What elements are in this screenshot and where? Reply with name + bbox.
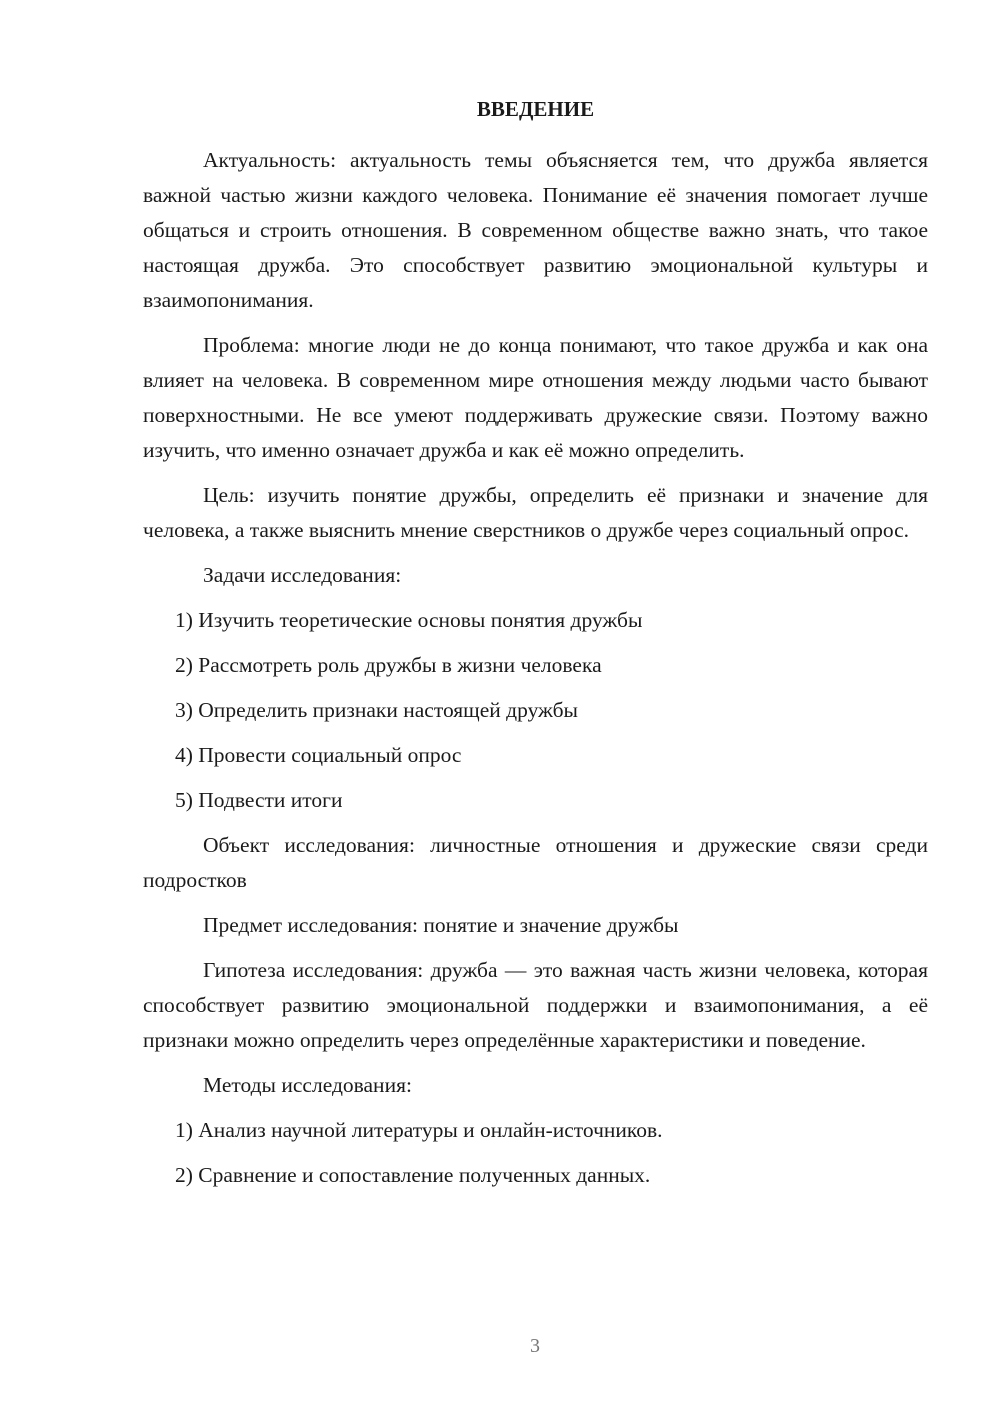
methods-list [143, 1113, 928, 1193]
goal-paragraph: Цель: изучить понятие дружбы, определить её признаки и значение для человека, а также выяснить мнение сверстников о дружбе через социальный опрос. [143, 483, 928, 542]
problem-paragraph: Проблема: многие люди не до конца понимают, что такое дружба и как она влияет на человека. В современном мире отношения между людьми часто бывают поверхностными. Не все умеют поддерживать дружеские связи. Поэтому важно изучить, что именно означает дружба и как её можно определить. [143, 333, 928, 462]
page-number: 3 [530, 1335, 540, 1357]
section-title: ВВЕДЕНИЕ [476, 97, 595, 121]
list-item: 1) Анализ научной литературы и онлайн-источников. [175, 1118, 663, 1142]
methods-heading: Методы исследования: [203, 1073, 412, 1097]
list-item: 3) Определить признаки настоящей дружбы [175, 698, 578, 722]
list-item: 2) Рассмотреть роль дружбы в жизни человека [175, 653, 602, 677]
tasks-list [143, 603, 928, 818]
list-item: 2) Сравнение и сопоставление полученных данных. [175, 1163, 651, 1187]
object-paragraph: Объект исследования: личностные отношения и дружеские связи среди подростков [143, 833, 928, 892]
subject-paragraph: Предмет исследования: понятие и значение дружбы [203, 913, 679, 937]
list-item: 5) Подвести итоги [175, 788, 343, 812]
document-page [143, 94, 928, 1203]
tasks-heading: Задачи исследования: [203, 563, 402, 587]
list-item: 1) Изучить теоретические основы понятия дружбы [175, 608, 643, 632]
hypothesis-paragraph: Гипотеза исследования: дружба — это важная часть жизни человека, которая способствует развитию эмоциональной поддержки и взаимопонимания, а её признаки можно определить через определённые характеристики и поведение. [143, 958, 928, 1052]
list-item: 4) Провести социальный опрос [175, 743, 462, 767]
relevance-paragraph: Актуальность: актуальность темы объясняется тем, что дружба является важной частью жизни каждого человека. Понимание её значения помогает лучше общаться и строить отношения. В современном обществе важно знать, что такое настоящая дружба. Это способствует развитию эмоциональной культуры и взаимопонимания. [143, 148, 928, 312]
